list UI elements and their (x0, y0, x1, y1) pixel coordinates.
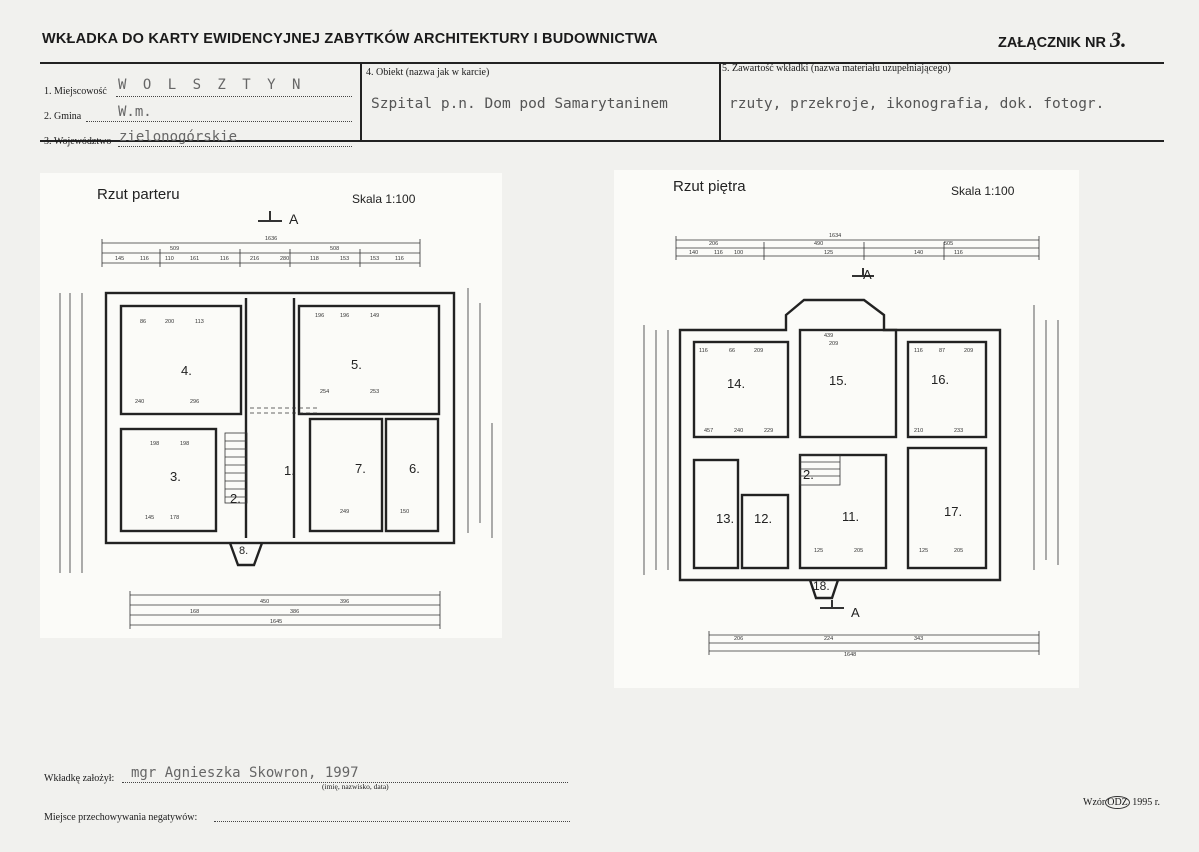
locality-label: 1. Miejscowość (44, 86, 107, 97)
svg-text:206: 206 (709, 241, 719, 247)
svg-text:233: 233 (954, 428, 964, 434)
svg-text:216: 216 (250, 256, 260, 262)
room-label: 4. (181, 363, 192, 378)
svg-text:209: 209 (754, 348, 764, 354)
first-floor-caption: Rzut piętra (673, 178, 746, 195)
svg-text:140: 140 (689, 250, 699, 256)
contents-label (722, 63, 951, 74)
svg-text:490: 490 (814, 241, 824, 247)
form-top-rule (40, 62, 1164, 64)
svg-text:196: 196 (315, 313, 325, 319)
svg-text:396: 396 (340, 599, 350, 605)
section-mark-bottom: A (851, 605, 860, 620)
svg-text:161: 161 (190, 256, 200, 262)
locality-value: W O L S Z T Y N (118, 77, 305, 93)
annex-label-text: ZAŁĄCZNIK NR (998, 35, 1106, 51)
room-label: 13. (716, 511, 735, 526)
svg-text:116: 116 (220, 256, 229, 262)
svg-text:386: 386 (290, 609, 300, 615)
svg-text:153: 153 (370, 256, 380, 262)
room-label: 8. (239, 545, 249, 557)
svg-text:343: 343 (914, 636, 924, 642)
svg-text:240: 240 (734, 428, 744, 434)
svg-text:224: 224 (824, 636, 834, 642)
room-label: 18. (813, 579, 830, 593)
section-mark: A (863, 267, 872, 282)
svg-text:198: 198 (180, 441, 190, 447)
room-label: 5. (351, 357, 362, 372)
svg-text:153: 153 (340, 256, 350, 262)
object-value: Szpital p.n. Dom pod Samarytaninem (371, 96, 668, 112)
svg-text:205: 205 (954, 548, 964, 554)
annex-number: 3. (1109, 27, 1127, 52)
contents-hint: (nazwa materiału uzupełniającego) (810, 63, 951, 74)
svg-text:116: 116 (140, 256, 149, 262)
svg-text:178: 178 (170, 515, 180, 521)
svg-text:116: 116 (714, 250, 723, 256)
room-label: 12. (754, 511, 773, 526)
voivodeship-line (118, 146, 352, 147)
svg-text:125: 125 (814, 548, 824, 554)
svg-text:206: 206 (734, 636, 744, 642)
svg-text:100: 100 (734, 250, 744, 256)
commune-value: W.m. (118, 104, 152, 120)
author-value: mgr Agnieszka Skowron, 1997 (131, 765, 359, 781)
voivodeship-label: 3. Województwo (44, 136, 112, 147)
svg-text:140: 140 (914, 250, 924, 256)
negatives-line (214, 821, 570, 822)
annex-label (998, 27, 1126, 53)
svg-text:145: 145 (145, 515, 155, 521)
room-label: 17. (944, 504, 963, 519)
svg-text:205: 205 (854, 548, 864, 554)
form-divider-2 (719, 62, 721, 142)
svg-text:125: 125 (919, 548, 929, 554)
form-divider-1 (360, 62, 362, 142)
template-year: 1995 r. (1132, 797, 1161, 808)
first-floor-sheet (614, 170, 1079, 688)
svg-text:150: 150 (400, 509, 410, 515)
voivodeship-value: zielonogórskie (119, 129, 238, 145)
svg-text:450: 450 (260, 599, 270, 605)
ground-floor-plan (40, 173, 502, 638)
svg-text:200: 200 (165, 319, 175, 325)
template-prefix: Wzór (1083, 797, 1106, 808)
locality-line (116, 96, 352, 97)
svg-text:249: 249 (340, 509, 350, 515)
svg-text:1645: 1645 (270, 619, 283, 625)
svg-text:149: 149 (370, 313, 380, 319)
commune-line (86, 121, 352, 122)
room-label: 3. (170, 469, 181, 484)
author-label: Wkładkę założył: (44, 773, 115, 784)
room-label: 16. (931, 372, 950, 387)
first-floor-plan (614, 170, 1079, 688)
svg-text:253: 253 (370, 389, 380, 395)
svg-text:116: 116 (914, 348, 923, 354)
room-label: 6. (409, 461, 420, 476)
svg-text:280: 280 (280, 256, 290, 262)
svg-text:86: 86 (140, 319, 147, 325)
author-hint: (imię, nazwisko, data) (322, 782, 389, 791)
svg-text:1648: 1648 (844, 652, 857, 658)
svg-text:1636: 1636 (265, 236, 278, 242)
svg-text:509: 509 (170, 246, 180, 252)
contents-value: rzuty, przekroje, ikonografia, dok. fotogr. (729, 96, 1105, 112)
svg-text:87: 87 (939, 348, 946, 354)
template-code-circled: ODZ (1107, 797, 1128, 808)
room-label: 11. (842, 509, 860, 524)
room-label: 2. (803, 467, 814, 482)
ground-floor-sheet (40, 173, 502, 638)
contents-label-text: 5. Zawartość wkładki (722, 63, 809, 74)
svg-text:168: 168 (190, 609, 200, 615)
page-title: WKŁADKA DO KARTY EWIDENCYJNEJ ZABYTKÓW ARCHITEKTURY I BUDOWNICTWA (42, 31, 658, 47)
commune-label: 2. Gmina (44, 111, 82, 122)
svg-text:66: 66 (729, 348, 736, 354)
ground-floor-scale: Skala 1:100 (352, 192, 416, 206)
room-label: 14. (727, 376, 746, 391)
svg-text:198: 198 (150, 441, 160, 447)
svg-text:113: 113 (195, 319, 204, 325)
svg-text:116: 116 (699, 348, 708, 354)
svg-text:118: 118 (310, 256, 319, 262)
svg-text:145: 145 (115, 256, 125, 262)
svg-text:125: 125 (824, 250, 834, 256)
svg-text:254: 254 (320, 389, 330, 395)
svg-text:439: 439 (824, 333, 834, 339)
svg-text:209: 209 (964, 348, 974, 354)
svg-text:196: 196 (340, 313, 350, 319)
svg-text:229: 229 (764, 428, 774, 434)
object-hint: (nazwa jak w karcie) (405, 67, 490, 78)
svg-text:1634: 1634 (829, 233, 842, 239)
object-label-text: 4. Obiekt (366, 67, 404, 78)
svg-text:457: 457 (704, 428, 714, 434)
room-label: 2. (230, 491, 241, 506)
svg-text:296: 296 (190, 399, 200, 405)
section-mark: A (289, 211, 299, 227)
room-label: 1. (284, 463, 295, 478)
svg-text:508: 508 (330, 246, 340, 252)
object-label (366, 67, 489, 78)
room-label: 15. (829, 373, 848, 388)
room-label: 7. (355, 461, 366, 476)
ground-floor-caption: Rzut parteru (97, 186, 180, 203)
svg-text:505: 505 (944, 241, 954, 247)
svg-text:209: 209 (829, 341, 839, 347)
first-floor-scale: Skala 1:100 (951, 184, 1015, 198)
svg-text:116: 116 (395, 256, 404, 262)
template-code (1083, 797, 1160, 808)
svg-text:240: 240 (135, 399, 145, 405)
negatives-label: Miejsce przechowywania negatywów: (44, 812, 198, 823)
svg-text:110: 110 (165, 256, 174, 262)
svg-text:116: 116 (954, 250, 963, 256)
svg-text:210: 210 (914, 428, 924, 434)
